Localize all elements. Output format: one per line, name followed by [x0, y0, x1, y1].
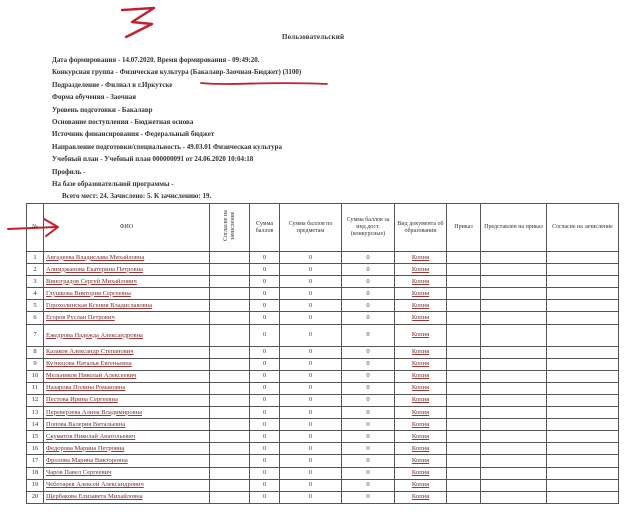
achievement-score: 0	[342, 419, 395, 431]
applicant-name: Чаров Павел Сергеевич	[44, 467, 210, 479]
enrollment-consent-cell	[547, 264, 619, 276]
row-number: 11	[27, 382, 44, 394]
total-score: 0	[250, 479, 280, 491]
enrollment-consent-cell	[547, 346, 619, 358]
order-cell	[447, 467, 481, 479]
consent-cell	[210, 431, 250, 443]
table-row	[27, 407, 619, 419]
subject-score: 0	[280, 407, 342, 419]
subject-score: 0	[280, 382, 342, 394]
consent-cell	[210, 455, 250, 467]
submitted-cell	[481, 455, 547, 467]
total-score: 0	[250, 358, 280, 370]
consent-cell	[210, 252, 250, 264]
row-number: 13	[27, 407, 44, 419]
total-score: 0	[250, 491, 280, 503]
consent-cell	[210, 324, 250, 346]
subject-score: 0	[280, 300, 342, 312]
total-score: 0	[250, 324, 280, 346]
handwritten-underline	[199, 76, 329, 88]
table-row	[27, 431, 619, 443]
consent-cell	[210, 346, 250, 358]
order-cell	[447, 455, 481, 467]
order-cell	[447, 358, 481, 370]
order-cell	[447, 264, 481, 276]
document-type: Копия	[395, 276, 447, 288]
table-row	[27, 324, 619, 346]
enrollment-consent-cell	[547, 394, 619, 406]
enrollment-consent-cell	[547, 370, 619, 382]
achievement-score: 0	[342, 407, 395, 419]
submitted-cell	[481, 312, 547, 324]
submitted-cell	[481, 382, 547, 394]
submitted-cell	[481, 370, 547, 382]
submitted-cell	[481, 252, 547, 264]
applicant-name: Глушкова Виктория Сергеевна	[44, 288, 210, 300]
order-cell	[447, 324, 481, 346]
meta-line: Конкурсная группа - Физическая культура (Бакалавр-Заочная-Бюджет) (3100)	[52, 68, 302, 77]
document-type: Копия	[395, 358, 447, 370]
consent-cell	[210, 358, 250, 370]
total-score: 0	[250, 431, 280, 443]
applicant-name: Горохолинская Ксения Владиславовна	[44, 300, 210, 312]
table-row	[27, 252, 619, 264]
total-score: 0	[250, 288, 280, 300]
submitted-cell	[481, 300, 547, 312]
enrollment-consent-cell	[547, 467, 619, 479]
total-score: 0	[250, 382, 280, 394]
document-type: Копия	[395, 252, 447, 264]
enrollment-consent-cell	[547, 431, 619, 443]
subject-score: 0	[280, 264, 342, 276]
consent-cell	[210, 407, 250, 419]
header-achievement-score: Сумма баллов за инд.дост.(конкурсные)	[342, 204, 395, 252]
document-type: Копия	[395, 288, 447, 300]
submitted-cell	[481, 346, 547, 358]
submitted-cell	[481, 394, 547, 406]
applicant-name: Переверзева Алина Владимировна	[44, 407, 210, 419]
document-type: Копия	[395, 491, 447, 503]
consent-cell	[210, 370, 250, 382]
achievement-score: 0	[342, 288, 395, 300]
enrollment-consent-cell	[547, 300, 619, 312]
applicant-name: Ежедрова Надежда Александровна	[44, 324, 210, 346]
meta-line: Основание поступления - Бюджетная основа	[52, 117, 194, 126]
achievement-score: 0	[342, 382, 395, 394]
handwritten-number-label: 3	[158, 38, 159, 39]
submitted-cell	[481, 358, 547, 370]
row-number: 14	[27, 419, 44, 431]
enrollment-consent-cell	[547, 382, 619, 394]
subject-score: 0	[280, 491, 342, 503]
subject-score: 0	[280, 288, 342, 300]
applicant-name: Кузнецова Наталья Евгеньевна	[44, 358, 210, 370]
document-title: Пользовательский	[282, 33, 345, 41]
order-cell	[447, 382, 481, 394]
table-row	[27, 455, 619, 467]
achievement-score: 0	[342, 467, 395, 479]
applicants-table	[26, 203, 619, 504]
document-type: Копия	[395, 300, 447, 312]
header-consent-vertical	[210, 204, 250, 252]
meta-line: Направление подготовки/специальность - 49.03.01 Физическая культура	[52, 142, 283, 151]
meta-line: Учебный план - Учебный план 000000091 от 24.06.2020 10:04:18	[52, 155, 254, 164]
document-type: Копия	[395, 346, 447, 358]
subject-score: 0	[280, 443, 342, 455]
consent-cell	[210, 382, 250, 394]
subject-score: 0	[280, 324, 342, 346]
enrollment-consent-cell	[547, 491, 619, 503]
achievement-score: 0	[342, 491, 395, 503]
header-submitted-to-order: Представлен на приказ	[481, 204, 547, 252]
table-row	[27, 358, 619, 370]
total-score: 0	[250, 455, 280, 467]
applicant-name: Егоров Руслан Петрович	[44, 312, 210, 324]
consent-cell	[210, 276, 250, 288]
consent-cell	[210, 467, 250, 479]
order-cell	[447, 431, 481, 443]
order-cell	[447, 252, 481, 264]
consent-cell	[210, 264, 250, 276]
subject-score: 0	[280, 419, 342, 431]
achievement-score: 0	[342, 370, 395, 382]
document-type: Копия	[395, 419, 447, 431]
enrollment-consent-cell	[547, 288, 619, 300]
order-cell	[447, 300, 481, 312]
submitted-cell	[481, 479, 547, 491]
table-row	[27, 312, 619, 324]
document-type: Копия	[395, 479, 447, 491]
document-type: Копия	[395, 431, 447, 443]
subject-score: 0	[280, 467, 342, 479]
subject-score: 0	[280, 479, 342, 491]
handwritten-number-three	[118, 4, 162, 40]
enrollment-consent-cell	[547, 312, 619, 324]
submitted-cell	[481, 264, 547, 276]
total-score: 0	[250, 407, 280, 419]
subject-score: 0	[280, 431, 342, 443]
submitted-cell	[481, 419, 547, 431]
meta-line: Дата формирования - 14.07.2020. Время формирования - 09:49:20.	[52, 56, 260, 64]
applicant-name: Скуматов Николай Анатольевич	[44, 431, 210, 443]
enrollment-consent-cell	[547, 419, 619, 431]
enrollment-consent-cell	[547, 407, 619, 419]
row-number: 7	[27, 324, 44, 346]
enrollment-consent-cell	[547, 276, 619, 288]
enrollment-consent-cell	[547, 443, 619, 455]
consent-cell	[210, 419, 250, 431]
table-row	[27, 264, 619, 276]
table-header-row	[27, 204, 619, 252]
document-type: Копия	[395, 264, 447, 276]
row-number: 12	[27, 394, 44, 406]
order-cell	[447, 346, 481, 358]
meta-line: Источник финансирования - Федеральный бюджет	[52, 130, 215, 139]
subject-score: 0	[280, 370, 342, 382]
document-type: Копия	[395, 324, 447, 346]
row-number: 17	[27, 455, 44, 467]
header-order: Приказ	[447, 204, 481, 252]
achievement-score: 0	[342, 394, 395, 406]
table-row	[27, 419, 619, 431]
achievement-score: 0	[342, 252, 395, 264]
consent-cell	[210, 443, 250, 455]
consent-cell	[210, 312, 250, 324]
document-type: Копия	[395, 455, 447, 467]
table-row	[27, 346, 619, 358]
enrollment-consent-cell	[547, 252, 619, 264]
row-number: 16	[27, 443, 44, 455]
subject-score: 0	[280, 358, 342, 370]
total-score: 0	[250, 419, 280, 431]
table-body	[27, 252, 619, 504]
order-cell	[447, 419, 481, 431]
enrollment-consent-cell	[547, 358, 619, 370]
row-number: 15	[27, 431, 44, 443]
row-number: 9	[27, 358, 44, 370]
total-score: 0	[250, 312, 280, 324]
meta-line: Подразделение - Филиал в г.Иркутске	[52, 80, 173, 89]
subject-score: 0	[280, 312, 342, 324]
consent-cell	[210, 479, 250, 491]
submitted-cell	[481, 324, 547, 346]
total-score: 0	[250, 394, 280, 406]
total-score: 0	[250, 264, 280, 276]
submitted-cell	[481, 407, 547, 419]
document-type: Копия	[395, 467, 447, 479]
enrollment-consent-cell	[547, 479, 619, 491]
document-type: Копия	[395, 370, 447, 382]
meta-line: Всего мест: 24. Зачислено: 5. К зачислению: 19.	[62, 192, 212, 201]
total-score: 0	[250, 467, 280, 479]
order-cell	[447, 407, 481, 419]
total-score: 0	[250, 300, 280, 312]
row-number: 8	[27, 346, 44, 358]
table-row	[27, 394, 619, 406]
subject-score: 0	[280, 455, 342, 467]
achievement-score: 0	[342, 358, 395, 370]
header-consent-vertical-label: Согласие на зачисление	[222, 210, 236, 242]
achievement-score: 0	[342, 312, 395, 324]
order-cell	[447, 288, 481, 300]
subject-score: 0	[280, 394, 342, 406]
applicant-name: Чеботарев Алексей Александрович	[44, 479, 210, 491]
row-number: 18	[27, 467, 44, 479]
order-cell	[447, 370, 481, 382]
enrollment-consent-cell	[547, 455, 619, 467]
header-enrollment-consent: Согласие на зачисление	[547, 204, 619, 252]
order-cell	[447, 312, 481, 324]
achievement-score: 0	[342, 443, 395, 455]
header-total-score: Сумма баллов	[250, 204, 280, 252]
document-type: Копия	[395, 394, 447, 406]
header-subject-score: Сумма баллов по предметам	[280, 204, 342, 252]
header-number: №	[27, 204, 44, 252]
row-number: 1	[27, 252, 44, 264]
applicant-name: Попова Валерия Витальевна	[44, 419, 210, 431]
header-document-type: Вид документа об образовании	[395, 204, 447, 252]
order-cell	[447, 276, 481, 288]
row-number: 10	[27, 370, 44, 382]
meta-line: Профиль -	[52, 167, 86, 176]
table-row	[27, 443, 619, 455]
applicant-name: Федорова Марина Петровна	[44, 443, 210, 455]
total-score: 0	[250, 346, 280, 358]
table-row	[27, 288, 619, 300]
document-type: Копия	[395, 312, 447, 324]
achievement-score: 0	[342, 324, 395, 346]
table-row	[27, 382, 619, 394]
document-type: Копия	[395, 382, 447, 394]
meta-line: Форма обучения - Заочная	[52, 93, 137, 102]
achievement-score: 0	[342, 455, 395, 467]
order-cell	[447, 394, 481, 406]
consent-cell	[210, 288, 250, 300]
row-number: 19	[27, 479, 44, 491]
row-number: 4	[27, 288, 44, 300]
document-type: Копия	[395, 443, 447, 455]
applicant-name: Щербакова Елизавета Михайловна	[44, 491, 210, 503]
total-score: 0	[250, 276, 280, 288]
subject-score: 0	[280, 346, 342, 358]
row-number: 2	[27, 264, 44, 276]
submitted-cell	[481, 443, 547, 455]
order-cell	[447, 479, 481, 491]
document-type: Копия	[395, 407, 447, 419]
submitted-cell	[481, 431, 547, 443]
applicant-name: Виноградов Сергей Михайлович	[44, 276, 210, 288]
order-cell	[447, 443, 481, 455]
submitted-cell	[481, 491, 547, 503]
achievement-score: 0	[342, 431, 395, 443]
achievement-score: 0	[342, 276, 395, 288]
total-score: 0	[250, 370, 280, 382]
applicant-name: Фролова Марина Викторовна	[44, 455, 210, 467]
applicant-name: Пестова Ирина Сергеевна	[44, 394, 210, 406]
submitted-cell	[481, 276, 547, 288]
total-score: 0	[250, 252, 280, 264]
row-number: 6	[27, 312, 44, 324]
table-row	[27, 300, 619, 312]
table-row	[27, 491, 619, 503]
subject-score: 0	[280, 252, 342, 264]
order-cell	[447, 491, 481, 503]
consent-cell	[210, 394, 250, 406]
achievement-score: 0	[342, 479, 395, 491]
row-number: 20	[27, 491, 44, 503]
submitted-cell	[481, 467, 547, 479]
achievement-score: 0	[342, 264, 395, 276]
submitted-cell	[481, 288, 547, 300]
table-row	[27, 479, 619, 491]
meta-line: На базе образовательной программы -	[52, 179, 174, 188]
applicant-name: Казаков Александр Степанович	[44, 346, 210, 358]
applicant-name: Мельников Николай Алексеевич	[44, 370, 210, 382]
total-score: 0	[250, 443, 280, 455]
row-number: 5	[27, 300, 44, 312]
achievement-score: 0	[342, 346, 395, 358]
subject-score: 0	[280, 276, 342, 288]
applicant-name: Назарова Полина Романовна	[44, 382, 210, 394]
achievement-score: 0	[342, 300, 395, 312]
header-fio: ФИО	[44, 204, 210, 252]
table-row	[27, 370, 619, 382]
table-row	[27, 276, 619, 288]
meta-line: Уровень подготовки - Бакалавр	[52, 105, 153, 114]
applicant-name: Авгадеева Владислава Михайловна	[44, 252, 210, 264]
row-number: 3	[27, 276, 44, 288]
applicant-name: Алимджанова Екатерина Петровна	[44, 264, 210, 276]
consent-cell	[210, 300, 250, 312]
enrollment-consent-cell	[547, 324, 619, 346]
table-row	[27, 467, 619, 479]
consent-cell	[210, 491, 250, 503]
